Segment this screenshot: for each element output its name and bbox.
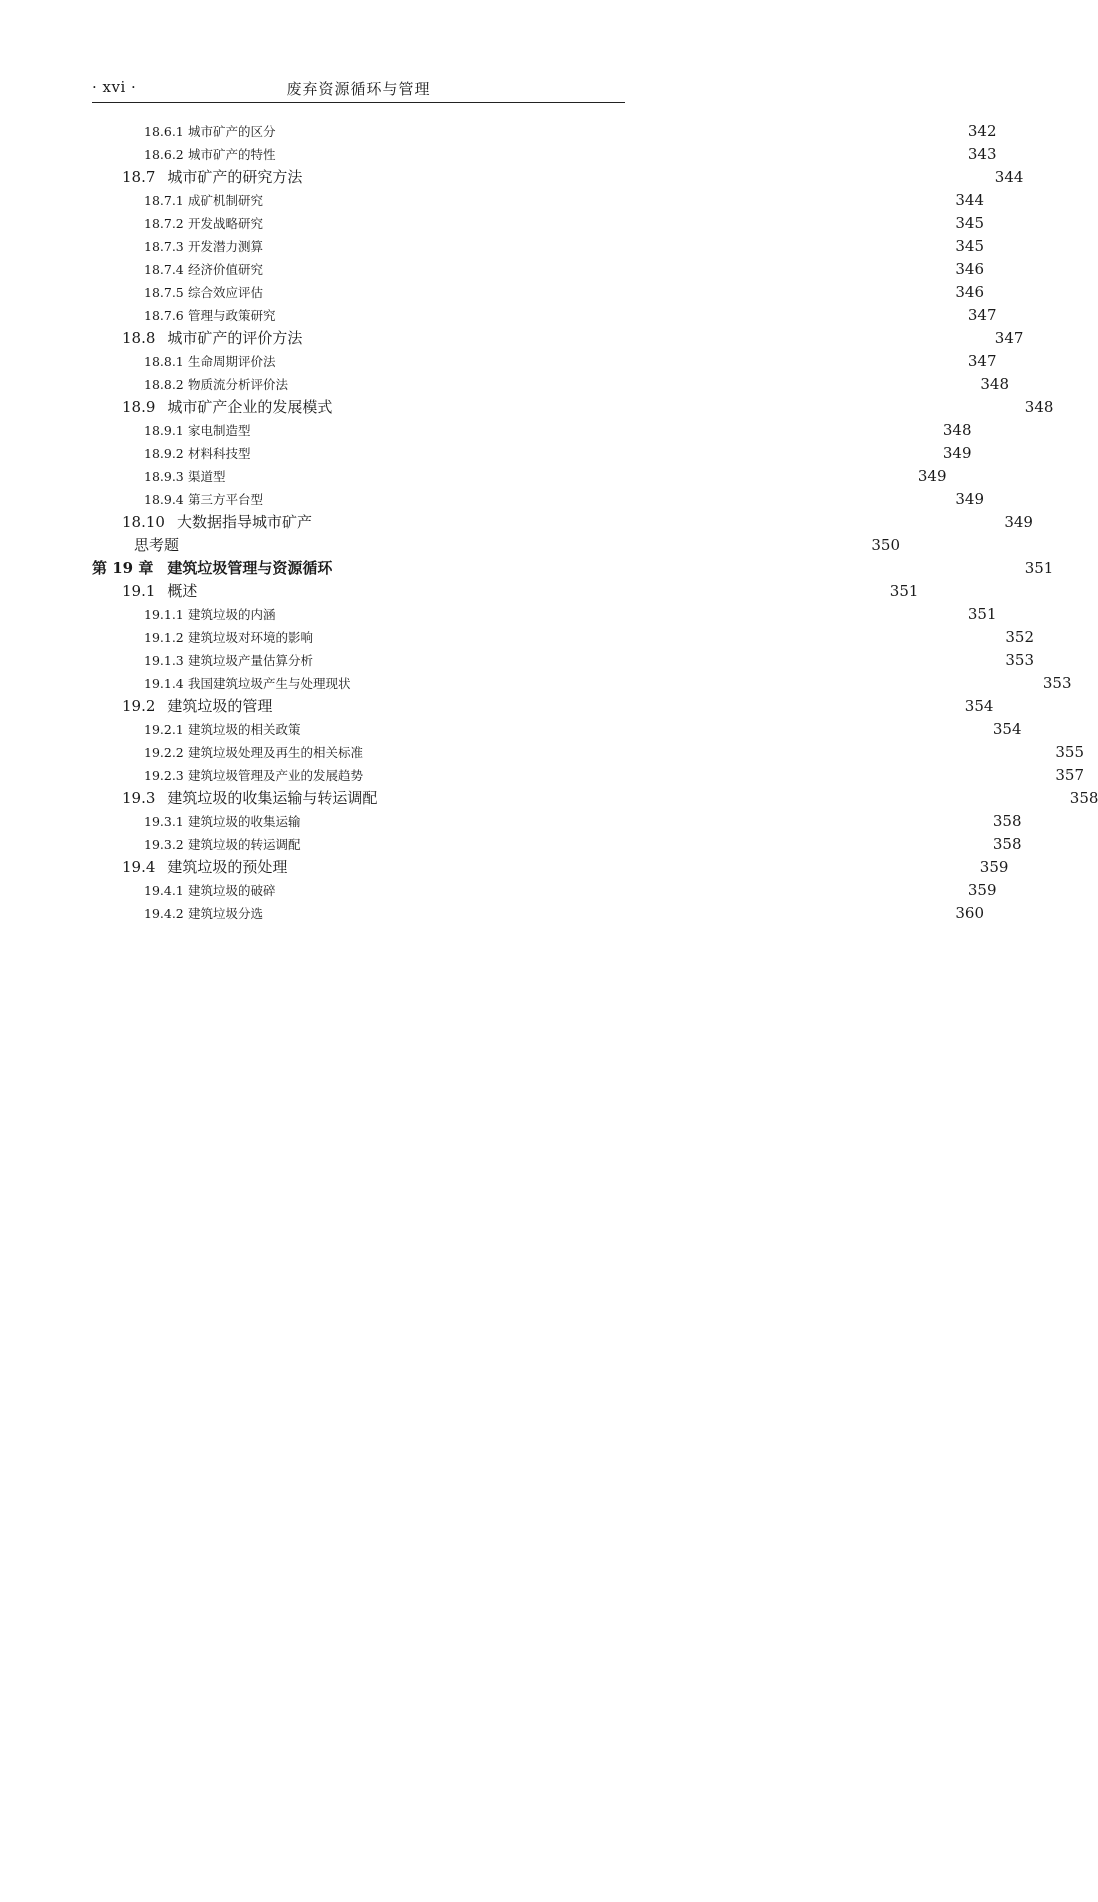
toc-entry-title: 我国建筑垃圾产生与处理现状	[188, 676, 351, 691]
toc-entry-page: 358	[992, 812, 1022, 830]
toc-entry	[92, 396, 1054, 419]
toc-entry	[92, 810, 1022, 833]
toc-entry-title: 大数据指导城市矿产	[176, 513, 312, 531]
toc-entry-title: 城市矿产企业的发展模式	[167, 398, 333, 416]
toc-entry-title: 渠道型	[188, 469, 226, 484]
toc-entry	[92, 833, 1022, 856]
toc-entry-title: 建筑垃圾的内涵	[188, 607, 276, 622]
toc-entry-title: 思考题	[134, 536, 180, 554]
toc-entry	[92, 327, 1024, 350]
toc-entry-page: 344	[955, 191, 985, 209]
toc-entry-number: 19.2.2	[144, 745, 184, 760]
toc-entry-number: 19.4.2	[144, 906, 184, 921]
toc-entry	[92, 304, 997, 327]
toc-entry	[92, 557, 1054, 580]
toc-entry-title: 建筑垃圾管理与资源循环	[167, 559, 333, 577]
toc-entry-number: 19.3	[122, 789, 156, 807]
toc-entry-page: 354	[992, 720, 1022, 738]
toc-entry-title: 建筑垃圾处理及再生的相关标准	[188, 745, 364, 760]
toc-entry	[92, 603, 997, 626]
toc-entry	[92, 511, 1033, 534]
toc-entry-page: 345	[955, 214, 985, 232]
toc-entry-title: 建筑垃圾的收集运输与转运调配	[167, 789, 378, 807]
toc-entry-number: 18.7.4	[144, 262, 184, 277]
toc-entry-number: 19.1.3	[144, 653, 184, 668]
toc-entry-title: 材料科技型	[188, 446, 251, 461]
toc-entry-number: 18.8.2	[144, 377, 184, 392]
toc-entry-page: 351	[967, 605, 997, 623]
toc-entry-page: 358	[1069, 789, 1098, 807]
toc-entry-title: 管理与政策研究	[188, 308, 276, 323]
toc-entry-page: 349	[942, 444, 972, 462]
toc-entry-number: 18.9.4	[144, 492, 184, 507]
toc-entry-page: 348	[942, 421, 972, 439]
toc-entry	[92, 442, 972, 465]
toc-entry	[92, 373, 1010, 396]
toc-entry-title: 建筑垃圾产量估算分析	[188, 653, 314, 668]
toc-entry-page: 359	[967, 881, 997, 899]
toc-entry-number: 19.3.2	[144, 837, 184, 852]
toc-entry-page: 351	[1024, 559, 1054, 577]
toc-entry-number: 18.9.1	[144, 423, 184, 438]
toc-entry-page: 347	[967, 352, 997, 370]
toc-entry	[92, 419, 972, 442]
toc-entry	[92, 534, 901, 557]
toc-entry-page: 342	[967, 122, 997, 140]
toc-entry	[92, 488, 985, 511]
toc-entry-page: 355	[1055, 743, 1085, 761]
toc-entry-title: 建筑垃圾管理及产业的发展趋势	[188, 768, 364, 783]
toc-entry-title: 建筑垃圾的相关政策	[188, 722, 301, 737]
toc-entry	[92, 350, 997, 373]
toc-entry-title: 建筑垃圾的预处理	[167, 858, 288, 876]
toc-entry-number: 19.2.3	[144, 768, 184, 783]
toc-entry-number: 19.2.1	[144, 722, 184, 737]
toc-entry-title: 家电制造型	[188, 423, 251, 438]
toc-entry-page: 343	[967, 145, 997, 163]
toc-entry-page: 350	[871, 536, 901, 554]
toc-entry	[92, 281, 985, 304]
toc-entry-title: 物质流分析评价法	[188, 377, 289, 392]
toc-entry	[92, 120, 997, 143]
header-book-title: 废弃资源循环与管理	[286, 80, 431, 98]
toc-entry-number: 19.1.2	[144, 630, 184, 645]
toc-entry-number: 18.9.3	[144, 469, 184, 484]
toc-entry-number: 19.1	[122, 582, 156, 600]
toc-entry-number: 18.8	[122, 329, 156, 347]
toc-entry-number: 19.1.1	[144, 607, 184, 622]
toc-entry-title: 成矿机制研究	[188, 193, 264, 208]
toc-entry-title: 建筑垃圾的转运调配	[188, 837, 301, 852]
toc-entry-title: 开发战略研究	[188, 216, 264, 231]
header-rule	[92, 102, 625, 103]
toc-entry-number: 18.10	[122, 513, 165, 531]
toc-entry	[92, 672, 1072, 695]
toc-entry-number: 18.6.1	[144, 124, 184, 139]
toc-entry-page: 348	[980, 375, 1010, 393]
header-page-number: · xvi ·	[92, 78, 137, 96]
toc-entry-title: 建筑垃圾的破碎	[188, 883, 276, 898]
toc-entry-page: 353	[1005, 651, 1035, 669]
toc-entry-page: 346	[955, 260, 985, 278]
toc-entry-number: 18.7.1	[144, 193, 184, 208]
toc-entry-title: 城市矿产的评价方法	[167, 329, 303, 347]
toc-entry-title: 经济价值研究	[188, 262, 264, 277]
toc-entry-page: 352	[1005, 628, 1035, 646]
toc-entry	[92, 189, 985, 212]
toc-entry	[92, 235, 985, 258]
toc-entry-page: 349	[1004, 513, 1033, 531]
toc-entry-number: 18.7.6	[144, 308, 184, 323]
toc-entry	[92, 649, 1035, 672]
toc-entry-title: 城市矿产的研究方法	[167, 168, 303, 186]
toc-entry-number: 19.1.4	[144, 676, 184, 691]
toc-entry	[92, 166, 1024, 189]
toc-entry	[92, 580, 919, 603]
toc-entry-page: 346	[955, 283, 985, 301]
toc-entry-title: 城市矿产的区分	[188, 124, 276, 139]
toc-entry-page: 351	[889, 582, 919, 600]
toc-entry-page: 345	[955, 237, 985, 255]
toc-entry-number: 19.2	[122, 697, 156, 715]
toc-entry-page: 349	[917, 467, 947, 485]
toc-entry-page: 344	[994, 168, 1024, 186]
toc-entry	[92, 695, 994, 718]
toc-entry-title: 建筑垃圾分选	[188, 906, 264, 921]
toc-entry-title: 第三方平台型	[188, 492, 264, 507]
toc-entry	[92, 143, 997, 166]
toc-entry	[92, 465, 947, 488]
toc-entry	[92, 626, 1035, 649]
toc-entry-title: 建筑垃圾的收集运输	[188, 814, 301, 829]
running-header	[92, 78, 625, 100]
toc-entry-number: 18.7	[122, 168, 156, 186]
toc-entry-title: 建筑垃圾对环境的影响	[188, 630, 314, 645]
toc-entry-number: 18.9	[122, 398, 156, 416]
toc-entry	[92, 902, 985, 925]
toc-entry-number: 18.7.3	[144, 239, 184, 254]
toc-entry-page: 354	[964, 697, 994, 715]
toc-entry-number: 18.8.1	[144, 354, 184, 369]
toc-entry-page: 358	[992, 835, 1022, 853]
table-of-contents	[92, 120, 1098, 925]
toc-entry	[92, 258, 985, 281]
toc-entry	[92, 718, 1022, 741]
toc-entry	[92, 879, 997, 902]
toc-entry-page: 347	[967, 306, 997, 324]
toc-entry	[92, 212, 985, 235]
toc-entry-page: 360	[955, 904, 985, 922]
toc-entry-number: 18.7.2	[144, 216, 184, 231]
toc-entry-page: 353	[1042, 674, 1072, 692]
toc-entry-page: 359	[979, 858, 1009, 876]
toc-entry-page: 348	[1024, 398, 1054, 416]
toc-entry-number: 18.7.5	[144, 285, 184, 300]
toc-entry-page: 357	[1055, 766, 1085, 784]
toc-entry-page: 347	[994, 329, 1024, 347]
toc-entry-number: 19.3.1	[144, 814, 184, 829]
toc-entry-page: 349	[955, 490, 985, 508]
toc-entry-title: 建筑垃圾的管理	[167, 697, 273, 715]
toc-entry-number: 18.6.2	[144, 147, 184, 162]
toc-entry-title: 城市矿产的特性	[188, 147, 276, 162]
toc-entry-number: 18.9.2	[144, 446, 184, 461]
toc-entry-number: 第 19 章	[92, 559, 154, 577]
toc-entry-title: 综合效应评估	[188, 285, 264, 300]
toc-entry-number: 19.4	[122, 858, 156, 876]
toc-entry-title: 概述	[167, 582, 198, 600]
toc-entry-number: 19.4.1	[144, 883, 184, 898]
toc-entry	[92, 856, 1009, 879]
toc-entry-title: 生命周期评价法	[188, 354, 276, 369]
toc-entry-title: 开发潜力测算	[188, 239, 264, 254]
